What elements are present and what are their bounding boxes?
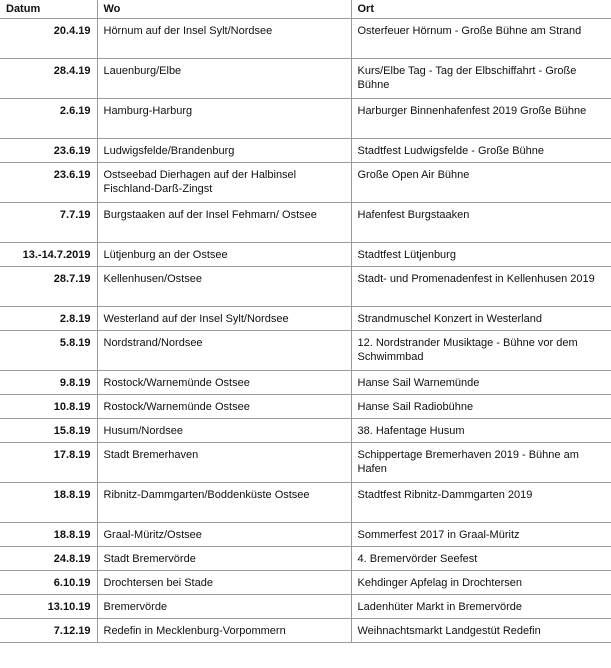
table-row: [0, 99, 611, 139]
ort-cell: Sommerfest 2017 in Graal-Müritz: [351, 523, 611, 547]
table-row: [0, 483, 611, 523]
ort-cell: Hanse Sail Radiobühne: [351, 395, 611, 419]
ort-cell: Weihnachtsmarkt Landgestüt Redefin: [351, 619, 611, 643]
ort-cell: Stadtfest Ludwigsfelde - Große Bühne: [351, 139, 611, 163]
wo-cell: Hamburg-Harburg: [97, 99, 351, 139]
wo-cell: Drochtersen bei Stade: [97, 571, 351, 595]
ort-cell: Stadt- und Promenadenfest in Kellenhusen 2019: [351, 267, 611, 307]
wo-cell: Kellenhusen/Ostsee: [97, 267, 351, 307]
table-row: [0, 547, 611, 571]
wo-cell: Lauenburg/Elbe: [97, 59, 351, 99]
ort-cell: Osterfeuer Hörnum - Große Bühne am Strand: [351, 19, 611, 59]
table-row: [0, 571, 611, 595]
date-cell: 28.4.19: [0, 59, 97, 99]
date-cell: 18.8.19: [0, 523, 97, 547]
table-row: [0, 523, 611, 547]
header-wo: Wo: [97, 0, 351, 19]
wo-cell: Ribnitz-Dammgarten/Boddenküste Ostsee: [97, 483, 351, 523]
ort-cell: 12. Nordstrander Musiktage - Bühne vor dem Schwimmbad: [351, 331, 611, 371]
ort-cell: Kehdinger Apfelag in Drochtersen: [351, 571, 611, 595]
wo-cell: Rostock/Warnemünde Ostsee: [97, 371, 351, 395]
date-cell: 18.8.19: [0, 483, 97, 523]
date-cell: 23.6.19: [0, 163, 97, 203]
table-row: [0, 619, 611, 643]
wo-cell: Burgstaaken auf der Insel Fehmarn/ Ostsee: [97, 203, 351, 243]
table-row: [0, 203, 611, 243]
table-row: [0, 443, 611, 483]
date-cell: 24.8.19: [0, 547, 97, 571]
date-cell: 5.8.19: [0, 331, 97, 371]
date-cell: 20.4.19: [0, 19, 97, 59]
table-row: [0, 419, 611, 443]
wo-cell: Rostock/Warnemünde Ostsee: [97, 395, 351, 419]
ort-cell: Stadtfest Lütjenburg: [351, 243, 611, 267]
date-cell: 2.6.19: [0, 99, 97, 139]
wo-cell: Stadt Bremerhaven: [97, 443, 351, 483]
table-row: [0, 139, 611, 163]
table-row: [0, 243, 611, 267]
date-cell: 13.-14.7.2019: [0, 243, 97, 267]
table-row: [0, 267, 611, 307]
date-cell: 17.8.19: [0, 443, 97, 483]
date-cell: 7.7.19: [0, 203, 97, 243]
date-cell: 7.12.19: [0, 619, 97, 643]
table-row: [0, 307, 611, 331]
wo-cell: Hörnum auf der Insel Sylt/Nordsee: [97, 19, 351, 59]
wo-cell: Husum/Nordsee: [97, 419, 351, 443]
wo-cell: Westerland auf der Insel Sylt/Nordsee: [97, 307, 351, 331]
ort-cell: 4. Bremervörder Seefest: [351, 547, 611, 571]
wo-cell: Ostseebad Dierhagen auf der Halbinsel Fischland-Darß-Zingst: [97, 163, 351, 203]
date-cell: 23.6.19: [0, 139, 97, 163]
wo-cell: Lütjenburg an der Ostsee: [97, 243, 351, 267]
ort-cell: Kurs/Elbe Tag - Tag der Elbschiffahrt - Große Bühne: [351, 59, 611, 99]
table-row: [0, 371, 611, 395]
ort-cell: Große Open Air Bühne: [351, 163, 611, 203]
ort-cell: Hanse Sail Warnemünde: [351, 371, 611, 395]
table-row: [0, 19, 611, 59]
wo-cell: Graal-Müritz/Ostsee: [97, 523, 351, 547]
wo-cell: Bremervörde: [97, 595, 351, 619]
header-ort: Ort: [351, 0, 611, 19]
header-datum: Datum: [0, 0, 97, 19]
date-cell: 13.10.19: [0, 595, 97, 619]
date-cell: 15.8.19: [0, 419, 97, 443]
table-row: [0, 395, 611, 419]
wo-cell: Redefin in Mecklenburg-Vorpommern: [97, 619, 351, 643]
date-cell: 6.10.19: [0, 571, 97, 595]
ort-cell: Ladenhüter Markt in Bremervörde: [351, 595, 611, 619]
ort-cell: Schippertage Bremerhaven 2019 - Bühne am Hafen: [351, 443, 611, 483]
header-row: [0, 0, 611, 19]
table-row: [0, 59, 611, 99]
table-row: [0, 163, 611, 203]
date-cell: 9.8.19: [0, 371, 97, 395]
ort-cell: Strandmuschel Konzert in Westerland: [351, 307, 611, 331]
date-cell: 28.7.19: [0, 267, 97, 307]
wo-cell: Nordstrand/Nordsee: [97, 331, 351, 371]
wo-cell: Ludwigsfelde/Brandenburg: [97, 139, 351, 163]
table-row: [0, 331, 611, 371]
ort-cell: Harburger Binnenhafenfest 2019 Große Bühne: [351, 99, 611, 139]
date-cell: 10.8.19: [0, 395, 97, 419]
table-row: [0, 595, 611, 619]
ort-cell: Hafenfest Burgstaaken: [351, 203, 611, 243]
ort-cell: 38. Hafentage Husum: [351, 419, 611, 443]
ort-cell: Stadtfest Ribnitz-Dammgarten 2019: [351, 483, 611, 523]
date-cell: 2.8.19: [0, 307, 97, 331]
wo-cell: Stadt Bremervörde: [97, 547, 351, 571]
